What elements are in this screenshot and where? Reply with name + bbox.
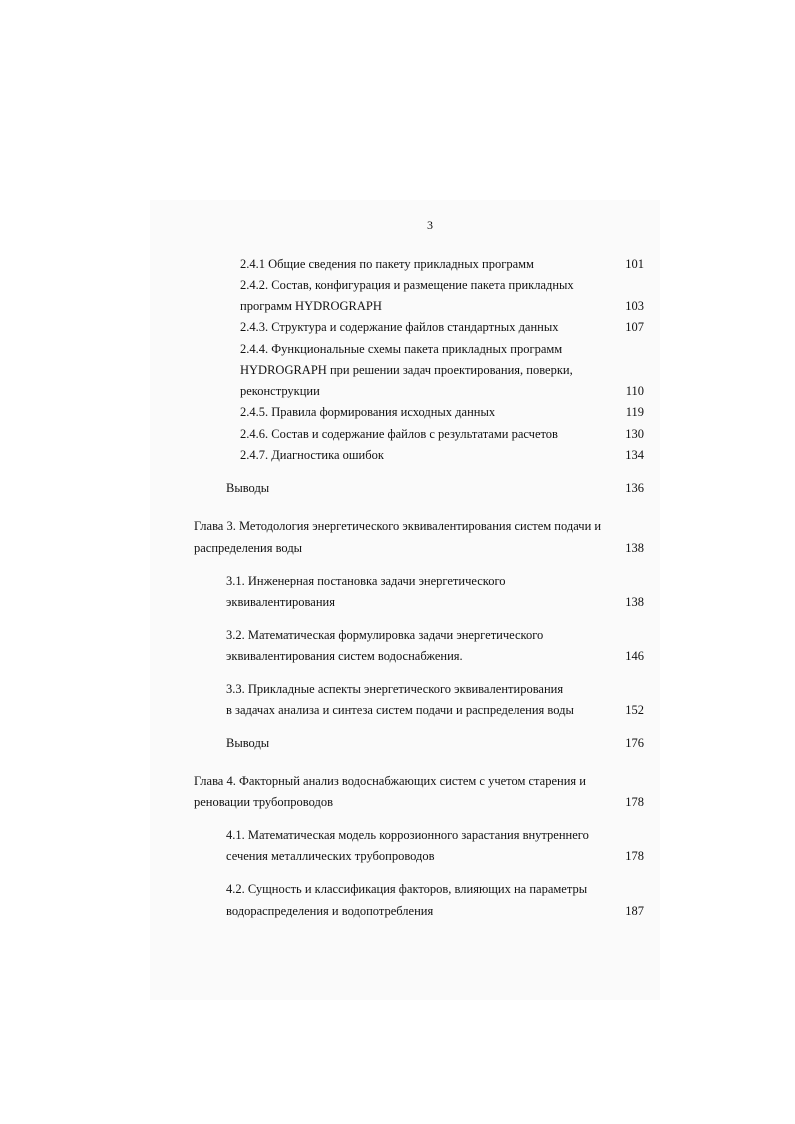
- toc-entry-4-2-title-line2: водораспределения и водопотребления: [226, 904, 434, 918]
- toc-entry-2-4-1-title: 2.4.1 Общие сведения по пакету прикладных программ: [240, 257, 534, 271]
- toc-entry-2-4-4-title-line1: 2.4.4. Функциональные схемы пакета прикладных программ: [240, 342, 563, 356]
- toc-entry-2-4-4-title-line2: HYDROGRAPH при решении задач проектирования, поверки,: [240, 363, 573, 377]
- toc-entry-3-3-page: 152: [625, 703, 644, 717]
- toc-entry-2-4-2-title-line2: программ HYDROGRAPH: [240, 299, 382, 313]
- toc-entry-2-4-5-page: 119: [625, 405, 644, 419]
- toc-entry-3-2-title-line2: эквивалентирования систем водоснабжения.: [226, 649, 463, 663]
- toc-entry-3-1-title-line2: эквивалентирования: [226, 595, 335, 609]
- toc-chapter-4-page: 178: [625, 795, 644, 809]
- toc-entry-4-2-page: 187: [625, 904, 644, 918]
- toc-entry-4-1-title-line2: сечения металлических трубопроводов: [226, 849, 435, 863]
- toc-entry-2-4-1-page: 101: [625, 257, 644, 271]
- toc-entry-2-4-4-page: 110: [625, 384, 644, 398]
- toc-entry-3-3-title-line2: в задачах анализа и синтеза систем подачи и распределения воды: [226, 703, 574, 717]
- toc-entry-4-1-page: 178: [625, 849, 644, 863]
- toc-entry-conclusions-ch3-page: 176: [625, 736, 644, 750]
- toc-entry-2-4-7-page: 134: [625, 448, 644, 462]
- toc-entry-2-4-6-page: 130: [625, 427, 644, 441]
- toc-chapter-4-title-line2: реновации трубопроводов: [194, 795, 334, 809]
- toc-chapter-3-page: 138: [625, 541, 644, 555]
- toc-entry-3-1-title-line1: 3.1. Инженерная постановка задачи энергетического: [226, 574, 506, 588]
- toc-entry-conclusions-ch3-title: Выводы: [226, 736, 270, 750]
- toc-entry-2-4-4-title-line3: реконструкции: [240, 384, 320, 398]
- toc-chapter-4-title-line1: Глава 4. Факторный анализ водоснабжающих систем с учетом старения и: [194, 774, 586, 788]
- toc-chapter-3-title-line2: распределения воды: [194, 541, 303, 555]
- toc-entry-3-1-page: 138: [625, 595, 644, 609]
- toc-entry-3-3-title-line1: 3.3. Прикладные аспекты энергетического эквивалентирования: [226, 682, 564, 696]
- toc-entry-2-4-5-title: 2.4.5. Правила формирования исходных данных: [240, 405, 496, 419]
- toc-entry-2-4-6-title: 2.4.6. Состав и содержание файлов с результатами расчетов: [240, 427, 558, 441]
- toc-entry-4-2-title-line1: 4.2. Сущность и классификация факторов, влияющих на параметры: [226, 882, 588, 896]
- toc-entry-2-4-2-title-line1: 2.4.2. Состав, конфигурация и размещение пакета прикладных: [240, 278, 574, 292]
- toc-entry-conclusions-ch2-page: 136: [625, 481, 644, 495]
- toc-entry-3-2-title-line1: 3.2. Математическая формулировка задачи энергетического: [226, 628, 544, 642]
- toc-entry-3-2-page: 146: [625, 649, 644, 663]
- toc-chapter-3-title-line1: Глава 3. Методология энергетического эквивалентирования систем подачи и: [194, 519, 602, 533]
- toc-entry-2-4-2-page: 103: [625, 299, 644, 313]
- toc-entry-4-1-title-line1: 4.1. Математическая модель коррозионного зарастания внутреннего: [226, 828, 589, 842]
- toc-entry-2-4-3-title: 2.4.3. Структура и содержание файлов стандартных данных: [240, 320, 559, 334]
- toc-entry-2-4-3-page: 107: [625, 320, 644, 334]
- toc-entry-conclusions-ch2-title: Выводы: [226, 481, 270, 495]
- page-number: 3: [427, 218, 433, 232]
- toc-entry-2-4-7-title: 2.4.7. Диагностика ошибок: [240, 448, 384, 462]
